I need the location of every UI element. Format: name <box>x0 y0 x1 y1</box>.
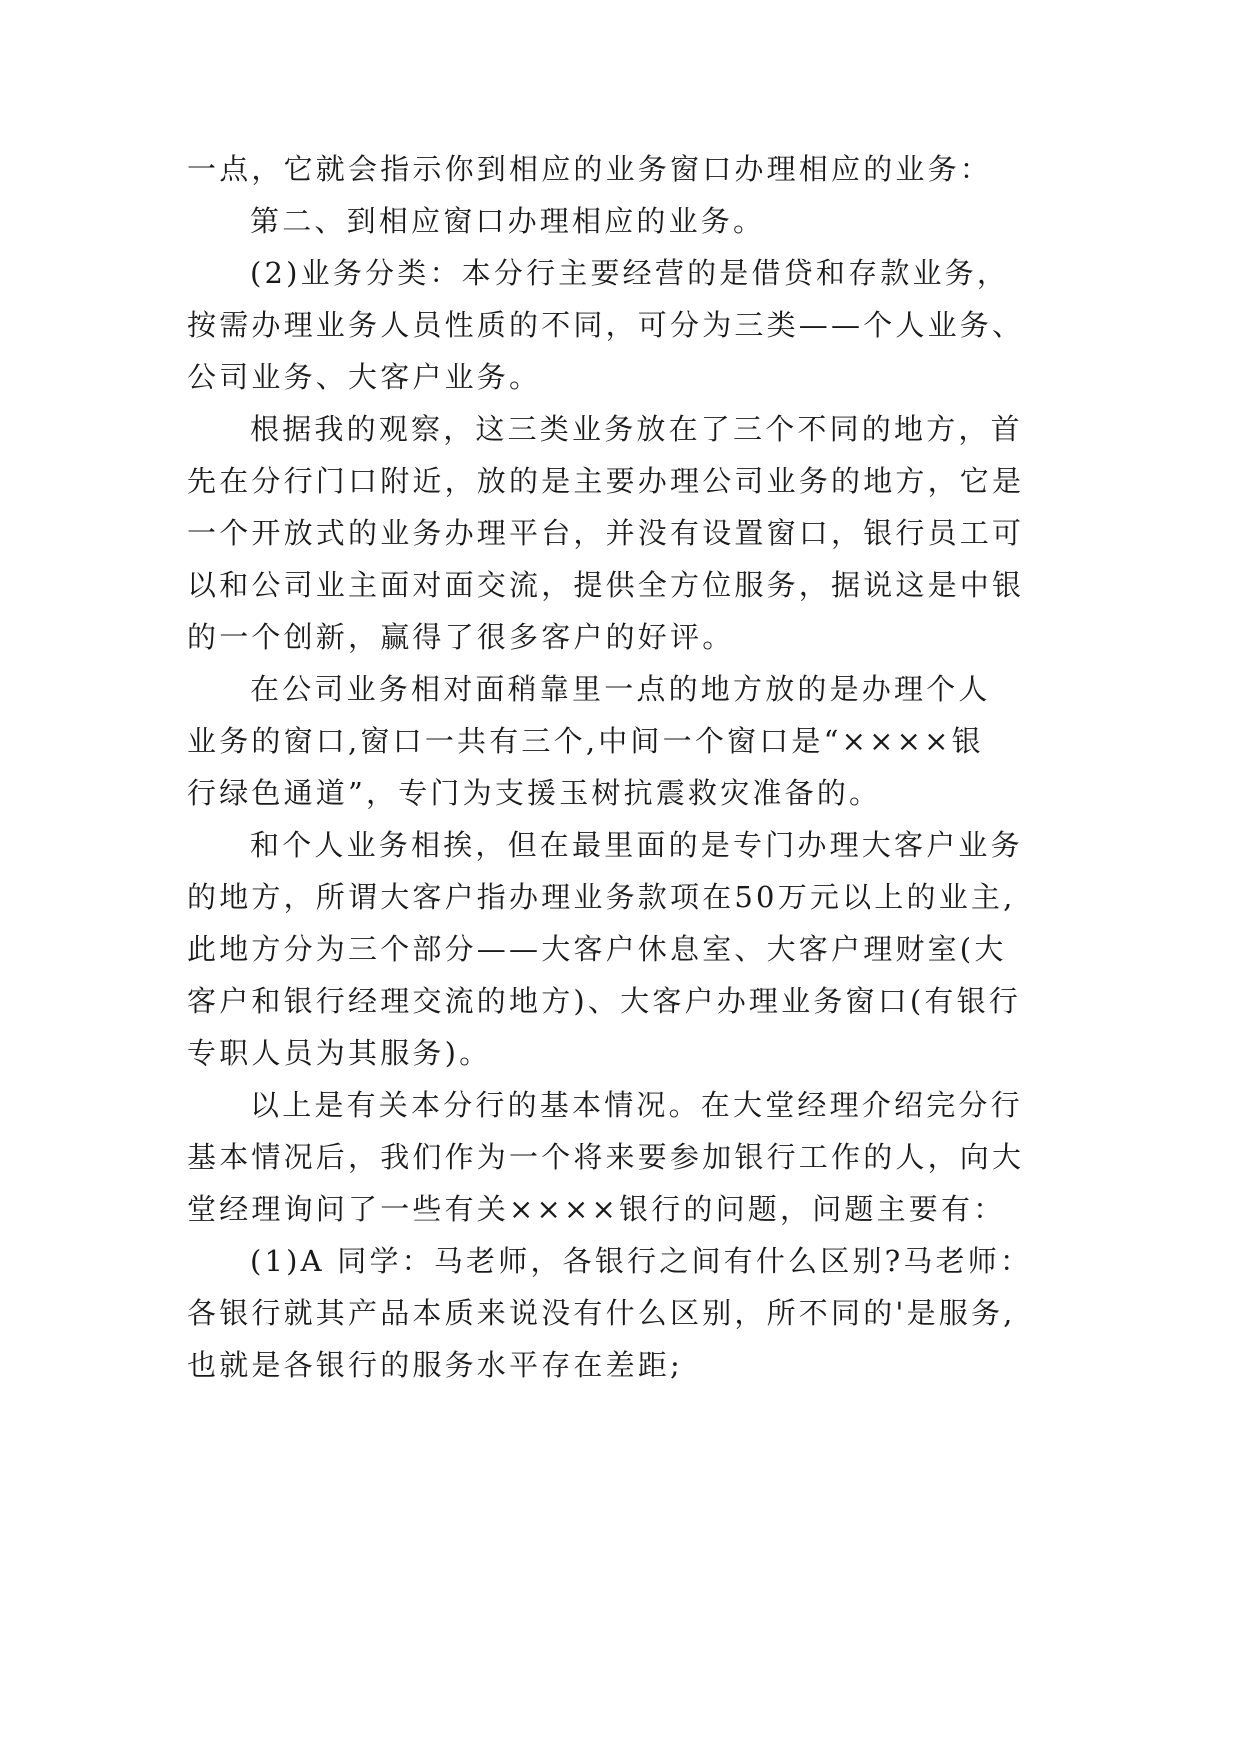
text-line: 一个开放式的业务办理平台，并没有设置窗口，银行员工可 <box>187 516 1025 550</box>
text-line: 以和公司业主面对面交流，提供全方位服务，据说这是中银 <box>187 568 1025 602</box>
text-line: 行绿色通道”，专门为支援玉树抗震救灾准备的。 <box>187 776 882 810</box>
text-line: 先在分行门口附近，放的是主要办理公司业务的地方，它是 <box>187 464 1025 498</box>
text-line: 的地方，所谓大客户指办理业务款项在50万元以上的业主, <box>187 880 1016 914</box>
text-line: 也就是各银行的服务水平存在差距; <box>187 1348 683 1382</box>
text-line: 各银行就其产品本质来说没有什么区别，所不同的'是服务, <box>187 1296 1016 1330</box>
text-line: 第二、到相应窗口办理相应的业务。 <box>250 204 766 238</box>
text-line: 堂经理询问了一些有关××××银行的问题，问题主要有： <box>187 1192 1006 1226</box>
text-line: 基本情况后，我们作为一个将来要参加银行工作的人，向大 <box>187 1140 1025 1174</box>
text-line: 在公司业务相对面稍靠里一点的地方放的是办理个人 <box>250 672 991 706</box>
text-line: 公司业务、大客户业务。 <box>187 360 542 394</box>
text-line: (2)业务分类：本分行主要经营的是借贷和存款业务， <box>250 256 1010 290</box>
text-line: 以上是有关本分行的基本情况。在大堂经理介绍完分行 <box>250 1088 1023 1122</box>
text-line: 的一个创新，赢得了很多客户的好评。 <box>187 620 735 654</box>
text-line: 客户和银行经理交流的地方)、大客户办理业务窗口(有银行 <box>187 984 1022 1018</box>
text-line: 此地方分为三个部分——大客户休息室、大客户理财室(大 <box>187 932 1007 966</box>
text-line: 根据我的观察，这三类业务放在了三个不同的地方，首 <box>250 412 1023 446</box>
text-line: 按需办理业务人员性质的不同，可分为三类——个人业务、 <box>187 308 1025 342</box>
text-line: (1)A 同学：马老师，各银行之间有什么区别?马老师： <box>250 1244 1033 1278</box>
text-line: 和个人业务相挨，但在最里面的是专门办理大客户业务 <box>250 828 1023 862</box>
text-line: 一点，它就会指示你到相应的业务窗口办理相应的业务： <box>187 152 993 186</box>
text-line: 专职人员为其服务)。 <box>187 1036 492 1070</box>
text-line: 业务的窗口,窗口一共有三个,中间一个窗口是“××××银 <box>187 724 984 758</box>
